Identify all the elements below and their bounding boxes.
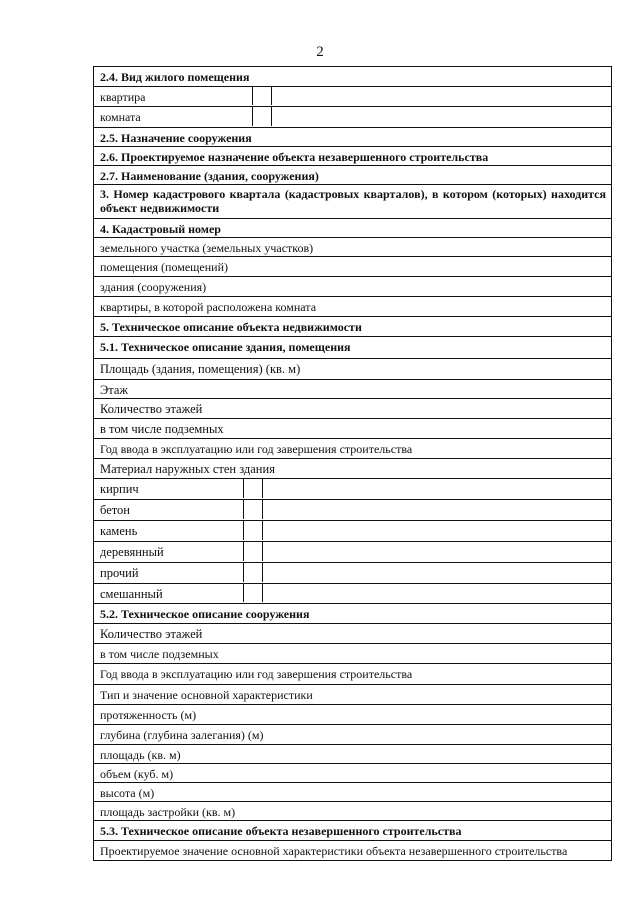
material-row (94, 500, 611, 521)
form-table (93, 66, 612, 861)
section-heading: 4. Кадастровый номер (94, 219, 611, 238)
form-row: протяженность (м) (94, 705, 611, 725)
form-row: глубина (глубина залегания) (м) (94, 725, 611, 745)
section-heading: 2.5. Назначение сооружения (94, 128, 611, 147)
section-heading: 2.7. Наименование (здания, сооружения) (94, 166, 611, 185)
section-heading: 5.1. Техническое описание здания, помещения (94, 337, 611, 359)
section-heading: 5.2. Техническое описание сооружения (94, 604, 611, 624)
form-row: высота (м) (94, 783, 611, 802)
form-row: в том числе подземных (94, 644, 611, 664)
row-label: смешанный (100, 587, 163, 601)
material-row (94, 563, 611, 584)
row-label: деревянный (100, 545, 164, 559)
form-row: Этаж (94, 380, 611, 399)
row-label: кирпич (100, 482, 139, 496)
form-row: земельного участка (земельных участков) (94, 238, 611, 257)
form-row: квартиры, в которой расположена комната (94, 297, 611, 317)
form-row: Проектируемое значение основной характеристики объекта незавершенного строительства (100, 844, 568, 858)
form-row: здания (сооружения) (94, 277, 611, 297)
section-heading: 5.3. Техническое описание объекта незавершенного строительства (94, 821, 611, 841)
section-heading: 5. Техническое описание объекта недвижимости (94, 317, 611, 337)
form-row: Площадь (здания, помещения) (кв. м) (94, 359, 611, 380)
row-label: комната (100, 110, 141, 124)
checkbox[interactable] (243, 542, 263, 561)
form-row (94, 107, 611, 128)
form-row: площадь (кв. м) (94, 745, 611, 764)
checkbox[interactable] (252, 107, 272, 126)
checkbox[interactable] (252, 87, 272, 105)
material-row (94, 521, 611, 542)
form-row (94, 87, 611, 107)
form-row: Количество этажей (94, 624, 611, 644)
checkbox[interactable] (243, 500, 263, 519)
page-number: 2 (316, 44, 324, 60)
row-label: квартира (100, 90, 146, 104)
checkbox[interactable] (243, 584, 263, 602)
form-row: в том числе подземных (94, 419, 611, 439)
checkbox[interactable] (243, 521, 263, 540)
form-row: площадь застройки (кв. м) (94, 802, 611, 821)
form-row: Материал наружных стен здания (94, 459, 611, 479)
material-row (94, 479, 611, 500)
material-row (94, 542, 611, 563)
section-heading: 2.4. Вид жилого помещения (94, 67, 611, 87)
form-row: Тип и значение основной характеристики (94, 685, 611, 705)
checkbox[interactable] (243, 479, 263, 498)
section-heading: 3. Номер кадастрового квартала (кадастровых кварталов), в котором (которых) находится объект недвижимости (94, 185, 611, 219)
section-heading: 2.6. Проектируемое назначение объекта незавершенного строительства (94, 147, 611, 166)
form-row: помещения (помещений) (94, 257, 611, 277)
form-row: объем (куб. м) (94, 764, 611, 783)
checkbox[interactable] (243, 563, 263, 582)
form-row: Количество этажей (94, 399, 611, 419)
row-label: прочий (100, 566, 139, 580)
form-row: Год ввода в эксплуатацию или год завершения строительства (94, 439, 611, 459)
form-row: Год ввода в эксплуатацию или год завершения строительства (94, 664, 611, 685)
row-label: камень (100, 524, 138, 538)
material-row (94, 584, 611, 604)
row-label: бетон (100, 503, 130, 517)
